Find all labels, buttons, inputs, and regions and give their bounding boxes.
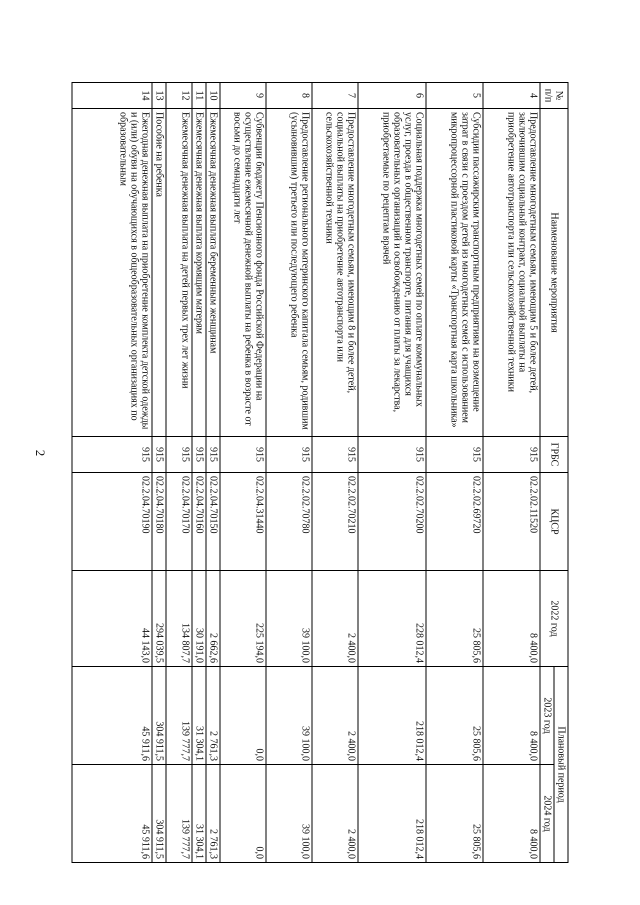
row-no: 12 [166, 83, 192, 109]
table-row [483, 83, 540, 863]
row-kcsr: 02.2.04.70170 [166, 473, 192, 571]
row-2023: 0,0 [220, 667, 266, 765]
header-planned: Плановый период [554, 667, 568, 863]
page-number: 2 [33, 449, 48, 457]
table-row [220, 83, 266, 863]
row-2024: 8 400,0 [483, 765, 540, 863]
row-2024: 218 012,4 [358, 765, 426, 863]
header-no: № п/п [540, 83, 568, 109]
row-2022: 225 194,0 [220, 571, 266, 667]
row-2022: 134 807,7 [166, 571, 192, 667]
budget-table [72, 82, 569, 863]
row-2023: 304 911,5 [152, 667, 166, 765]
row-grbs: 915 [426, 437, 483, 473]
row-2023: 2 761,3 [206, 667, 220, 765]
row-2024: 45 911,6 [72, 765, 152, 863]
row-2024: 0,0 [220, 765, 266, 863]
row-2022: 2 662,6 [206, 571, 220, 667]
row-grbs: 915 [152, 437, 166, 473]
row-kcsr: 02.2.04.70150 [206, 473, 220, 571]
row-grbs: 915 [312, 437, 358, 473]
row-no: 7 [312, 83, 358, 109]
row-2024: 2 400,0 [312, 765, 358, 863]
row-2023: 25 805,6 [426, 667, 483, 765]
row-no: 9 [220, 83, 266, 109]
row-name: Ежемесячная денежная выплата на детей первых трех лет жизни [166, 109, 192, 437]
row-grbs: 915 [483, 437, 540, 473]
row-no: 10 [206, 83, 220, 109]
row-grbs: 915 [358, 437, 426, 473]
row-name: Субвенции бюджету Пенсионного фонда Российской Федерации на осуществление ежемесячной денежной выплаты на ребенка в возрасте от восьми до семнадцати лет [220, 109, 266, 437]
row-name: Социальная поддержка многодетных семей по оплате коммунальных услуг, проезда в общественном транспорте, питания для учащихся образовательных организаций и освобождению от платы за лекарства, приобретаемые по рецептам врачей [358, 109, 426, 437]
row-kcsr: 02.2.02.70780 [266, 473, 312, 571]
row-no: 14 [72, 83, 152, 109]
row-2024: 139 777,7 [166, 765, 192, 863]
row-name: Ежегодная денежная выплата на приобретение комплекта детской одежды и (или) обуви на обучающихся в общеобразовательных организациях по образовательным [72, 109, 152, 437]
row-no: 8 [266, 83, 312, 109]
row-kcsr: 02.2.04.70190 [72, 473, 152, 571]
row-name: Предоставление многодетным семьям, имеющим 8 и более детей, социальной выплаты на приобретение автотранспорта или сельскохозяйственной техники [312, 109, 358, 437]
row-2024: 2 761,3 [206, 765, 220, 863]
row-kcsr: 02.2.02.70200 [358, 473, 426, 571]
row-kcsr: 02.2.02.11520 [483, 473, 540, 571]
row-kcsr: 02.2.04.31440 [220, 473, 266, 571]
row-2022: 30 191,0 [192, 571, 206, 667]
row-name: Предоставление регионального материнского капитала семьям, родившим (усыновившим) третьего или последующего ребенка [266, 109, 312, 437]
table-row [206, 83, 220, 863]
row-no: 13 [152, 83, 166, 109]
table-row [72, 83, 152, 863]
table-row [192, 83, 206, 863]
table-row [266, 83, 312, 863]
row-kcsr: 02.2.04.70180 [152, 473, 166, 571]
row-2023: 31 304,1 [192, 667, 206, 765]
row-2022: 39 100,0 [266, 571, 312, 667]
row-grbs: 915 [266, 437, 312, 473]
row-grbs: 915 [220, 437, 266, 473]
table-row [312, 83, 358, 863]
row-2024: 304 911,5 [152, 765, 166, 863]
row-name: Предоставление многодетным семьям, имеющим 5 и более детей, заключившим социальный контракт, социальной выплаты на приобретение автотранспорта или сельскохозяйственной техники [483, 109, 540, 437]
row-2024: 39 100,0 [266, 765, 312, 863]
row-no: 6 [358, 83, 426, 109]
row-2022: 294 039,5 [152, 571, 166, 667]
row-grbs: 915 [192, 437, 206, 473]
row-2022: 228 012,4 [358, 571, 426, 667]
header-name: Наименование мероприятия [540, 109, 568, 437]
table-row [358, 83, 426, 863]
row-2023: 45 911,6 [72, 667, 152, 765]
row-2024: 31 304,1 [192, 765, 206, 863]
row-2023: 8 400,0 [483, 667, 540, 765]
row-2023: 139 777,7 [166, 667, 192, 765]
row-grbs: 915 [206, 437, 220, 473]
row-2022: 8 400,0 [483, 571, 540, 667]
table-row [426, 83, 483, 863]
row-name: Ежемесячная денежная выплата беременным женщинам [206, 109, 220, 437]
header-2022: 2022 год [540, 571, 568, 667]
row-2023: 218 012,4 [358, 667, 426, 765]
row-name: Ежемесячная денежная выплата кормящим матерям [192, 109, 206, 437]
row-2023: 2 400,0 [312, 667, 358, 765]
row-name: Субсидии пассажирским транспортным предприятиям на возмещение затрат в связи с проездом детей из многодетных семей с использованием микропроцессорной пластиковой карты «Транспортная карта школьника» [426, 109, 483, 437]
row-grbs: 915 [166, 437, 192, 473]
row-2022: 2 400,0 [312, 571, 358, 667]
header-2023: 2023 год [540, 667, 554, 765]
row-kcsr: 02.2.04.70160 [192, 473, 206, 571]
table-row [166, 83, 192, 863]
row-name: Пособие на ребенка [152, 109, 166, 437]
row-2022: 25 805,6 [426, 571, 483, 667]
row-2023: 39 100,0 [266, 667, 312, 765]
table-row [152, 83, 166, 863]
row-2024: 25 805,6 [426, 765, 483, 863]
row-no: 5 [426, 83, 483, 109]
header-2024: 2024 год [540, 765, 554, 863]
row-grbs: 915 [72, 437, 152, 473]
row-no: 11 [192, 83, 206, 109]
row-2022: 44 143,0 [72, 571, 152, 667]
row-kcsr: 02.2.02.69720 [426, 473, 483, 571]
row-no: 4 [483, 83, 540, 109]
row-kcsr: 02.2.02.70210 [312, 473, 358, 571]
rotated-table-container [72, 82, 569, 862]
header-kcsr: КЦСР [540, 473, 568, 571]
header-grbs: ГРБС [540, 437, 568, 473]
